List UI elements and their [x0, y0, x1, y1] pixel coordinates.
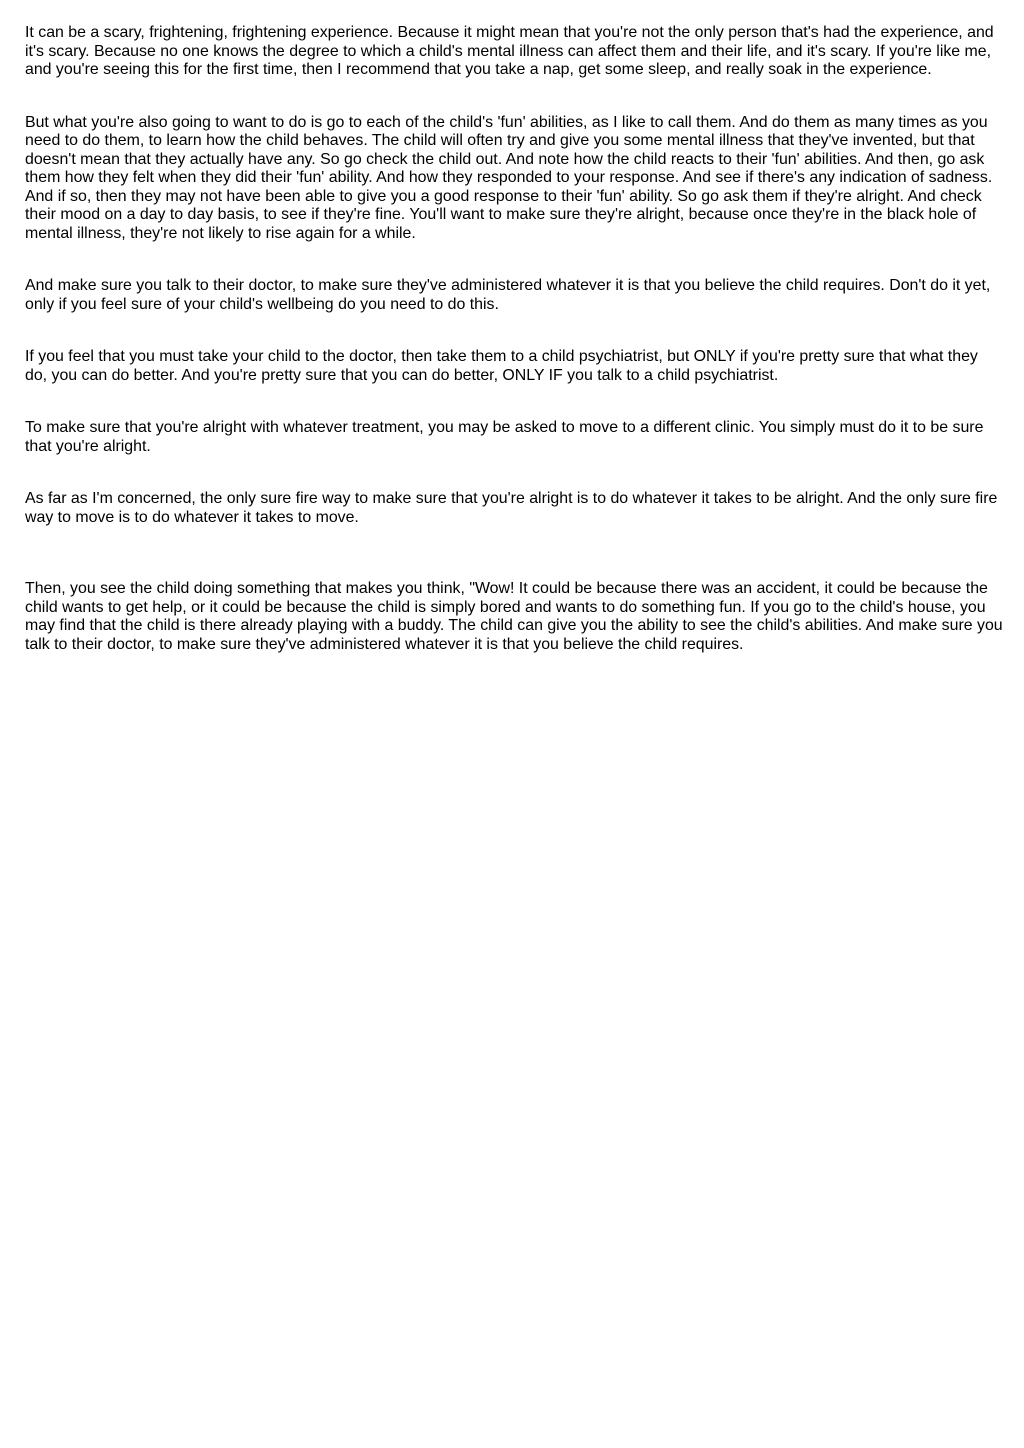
paragraph-spacer	[25, 456, 1003, 490]
paragraph-2: But what you're also going to want to do is go to each of the child's 'fun' abilities, as I like to call them. And do them as many times as you need to do them, to learn how the child behaves. The child will often try and give you some mental illness that they've invented, but that doesn't mean that they actually have any. So go check the child out. And note how the child reacts to their 'fun' abilities. And then, go ask them how they felt when they did their 'fun' ability. And how they responded to your response. And see if there's any indication of sadness. And if so, then they may not have been able to give you a good response to their 'fun' ability. So go ask them if they're alright. And check their mood on a day to day basis, to see if they're fine. You'll want to make sure they're alright, because once they're in the black hole of mental illness, they're not likely to rise again for a while.	[25, 113, 993, 242]
paragraph-spacer	[25, 243, 1003, 277]
paragraph-5: To make sure that you're alright with whatever treatment, you may be asked to move to a different clinic. You simply must do it to be sure that you're alright.	[25, 419, 984, 455]
document-body	[25, 24, 1003, 654]
paragraph-1: It can be a scary, frightening, frightening experience. Because it might mean that you're not the only person that's had the experience, and it's scary. Because no one knows the degree to which a child's mental illness can affect them and their life, and it's scary. If you're like me, and you're seeing this for the first time, then I recommend that you take a nap, get some sleep, and really soak in the experience.	[25, 24, 994, 78]
paragraph-spacer	[25, 527, 1003, 580]
paragraph-spacer	[25, 314, 1003, 348]
paragraph-spacer	[25, 385, 1003, 419]
paragraph-3: And make sure you talk to their doctor, to make sure they've administered whatever it is that you believe the child requires. Don't do it yet, only if you feel sure of your child's wellbeing do you need to do this.	[25, 277, 991, 313]
paragraph-4: If you feel that you must take your child to the doctor, then take them to a child psychiatrist, but ONLY if you're pretty sure that what they do, you can do better. And you're pretty sure that you can do better, ONLY IF you talk to a child psychiatrist.	[25, 348, 978, 384]
paragraph-7: Then, you see the child doing something that makes you think, "Wow! It could be because there was an accident, it could be because the child wants to get help, or it could be because the child is simply bored and wants to do something fun. If you go to the child's house, you may find that the child is there already playing with a buddy. The child can give you the ability to see the child's abilities. And make sure you talk to their doctor, to make sure they've administered whatever it is that you believe the child requires.	[25, 580, 1003, 653]
paragraph-spacer	[25, 80, 1003, 114]
paragraph-6: As far as I'm concerned, the only sure fire way to make sure that you're alright is to do whatever it takes to be alright. And the only sure fire way to move is to do whatever it takes to move.	[25, 490, 998, 526]
